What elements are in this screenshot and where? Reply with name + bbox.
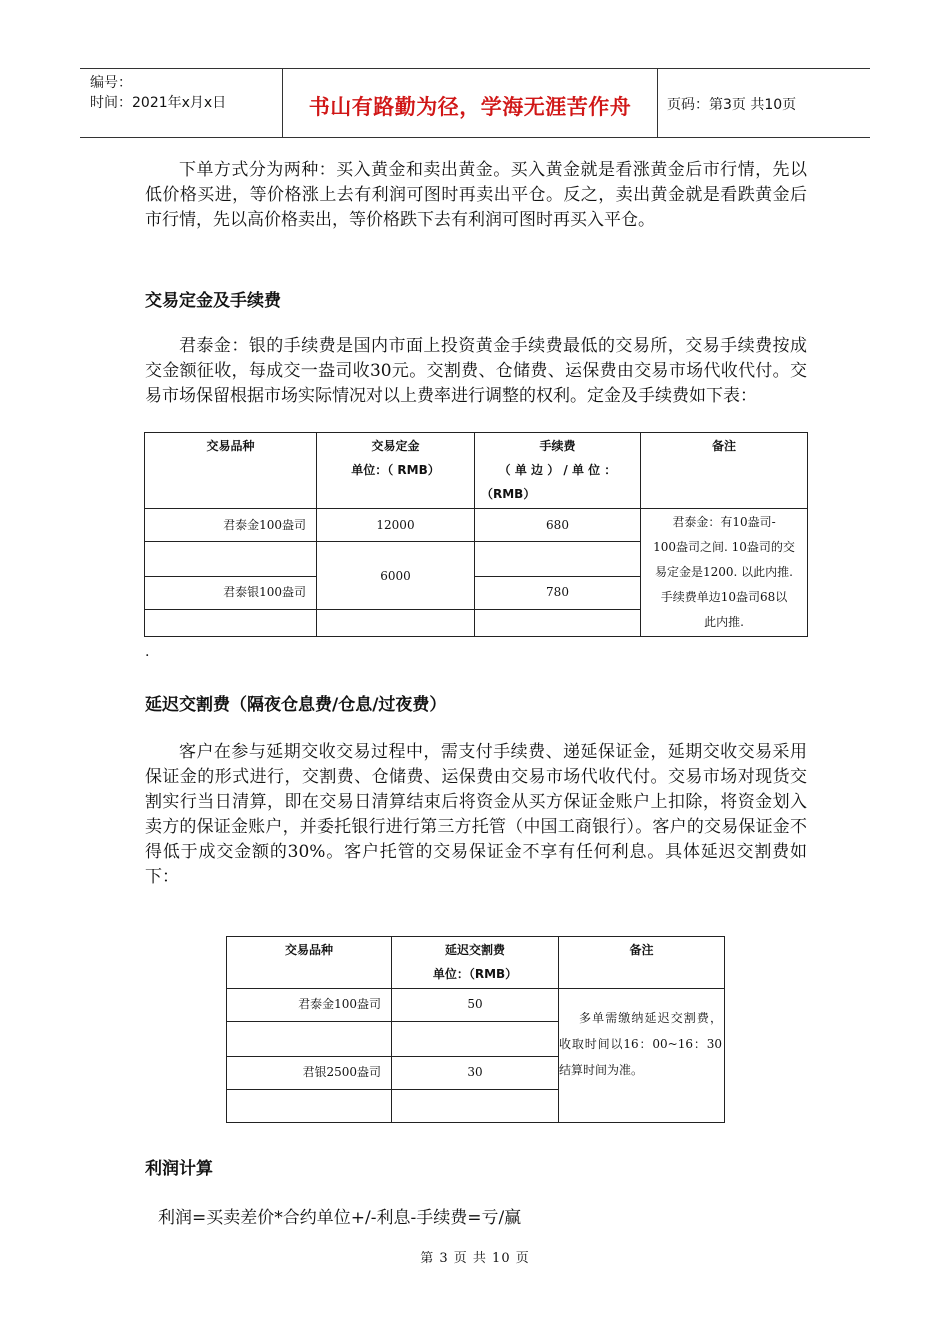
deposit-fee-table [144, 432, 808, 637]
variety-cell: 君银2500盎司 [227, 1057, 392, 1090]
table-row [227, 989, 725, 1022]
header-divider [657, 69, 658, 137]
header-cell: 备注 [641, 433, 808, 509]
empty-cell [227, 1022, 392, 1057]
profit-formula: 利润=买卖差价*合约单位+/-利息-手续费=亏/赢 [158, 1208, 522, 1228]
header-page-info: 页码：第3页 共10页 [667, 97, 797, 113]
section-title-deposit-fees: 交易定金及手续费 [145, 291, 281, 311]
deposit-fees-paragraph: 君泰金：银的手续费是国内市面上投资黄金手续费最低的交易所，交易手续费按成交金额征收，每成交一盎司收30元。交割费、仓储费、运保费由交易市场代收代付。交易市场保留根据市场实际情况对以上费率进行调整的权利。定金及手续费如下表： [145, 336, 807, 406]
header-cell: 手续费 （ 单 边 ） / 单 位 ： （RMB） [475, 433, 641, 509]
header-cell: 延迟交割费 单位：（RMB） [392, 937, 559, 989]
note-cell: 君泰金：有10盎司- 100盎司之间. 10盎司的交 易定金是1200. 以此内推. 手续费单边10盎司68以 此内推. [641, 509, 808, 637]
deposit-cell: 12000 [317, 509, 475, 542]
empty-cell [475, 610, 641, 637]
header-cell: 交易品种 [145, 433, 317, 509]
empty-cell [392, 1090, 559, 1123]
deposit-cell: 6000 [317, 542, 475, 610]
page-footer: 第 3 页 共 10 页 [420, 1251, 530, 1266]
time-label: 时间：2021年x月x日 [90, 95, 227, 111]
intro-paragraph: 下单方式分为两种：买入黄金和卖出黄金。买入黄金就是看涨黄金后市行情，先以低价格买进，等价格涨上去有利润可图时再卖出平仓。反之，卖出黄金就是看跌黄金后市行情，先以高价格卖出，等价格跌下去有利润可图时再买入平仓。 [145, 160, 807, 230]
section-title-delay-fee: 延迟交割费（隔夜仓息费/仓息/过夜费） [145, 695, 447, 715]
variety-cell: 君泰金100盎司 [227, 989, 392, 1022]
note-cell: 多单需缴纳延迟交割费，收取时间以16：00~16：30结算时间为准。 [559, 989, 725, 1123]
delay-fee-cell: 30 [392, 1057, 559, 1090]
empty-cell [145, 542, 317, 577]
table-row [145, 509, 808, 542]
page-header [80, 68, 870, 138]
header-cell: 交易定金 单位：（ RMB） [317, 433, 475, 509]
table-header-row [145, 433, 808, 509]
table-header-row [227, 937, 725, 989]
header-meta [90, 73, 226, 113]
code-label: 编号： [90, 75, 132, 91]
empty-cell [392, 1022, 559, 1057]
delay-fee-paragraph: 客户在参与延期交收交易过程中，需支付手续费、递延保证金，延期交收交易采用保证金的形式进行，交割费、仓储费、运保费由交易市场代收代付。交易市场对现货交割实行当日清算，即在交易日清算结束后将资金从买方保证金账户上扣除，将资金划入卖方的保证金账户，并委托银行进行第三方托管（中国工商银行）。客户的交易保证金不得低于成交金额的30%。客户托管的交易保证金不享有任何利息。具体延迟交割费如下： [145, 742, 807, 887]
fee-cell: 680 [475, 509, 641, 542]
empty-cell [317, 610, 475, 637]
header-cell: 交易品种 [227, 937, 392, 989]
delay-fee-table [226, 936, 725, 1123]
delay-fee-cell: 50 [392, 989, 559, 1022]
section-title-profit: 利润计算 [145, 1159, 213, 1179]
header-cell: 备注 [559, 937, 725, 989]
trailing-dot: . [145, 644, 150, 660]
empty-cell [475, 542, 641, 577]
variety-cell: 君泰金100盎司 [145, 509, 317, 542]
empty-cell [145, 610, 317, 637]
variety-cell: 君泰银100盎司 [145, 577, 317, 610]
fee-cell: 780 [475, 577, 641, 610]
header-motto: 书山有路勤为径，学海无涯苦作舟 [308, 95, 632, 119]
empty-cell [227, 1090, 392, 1123]
